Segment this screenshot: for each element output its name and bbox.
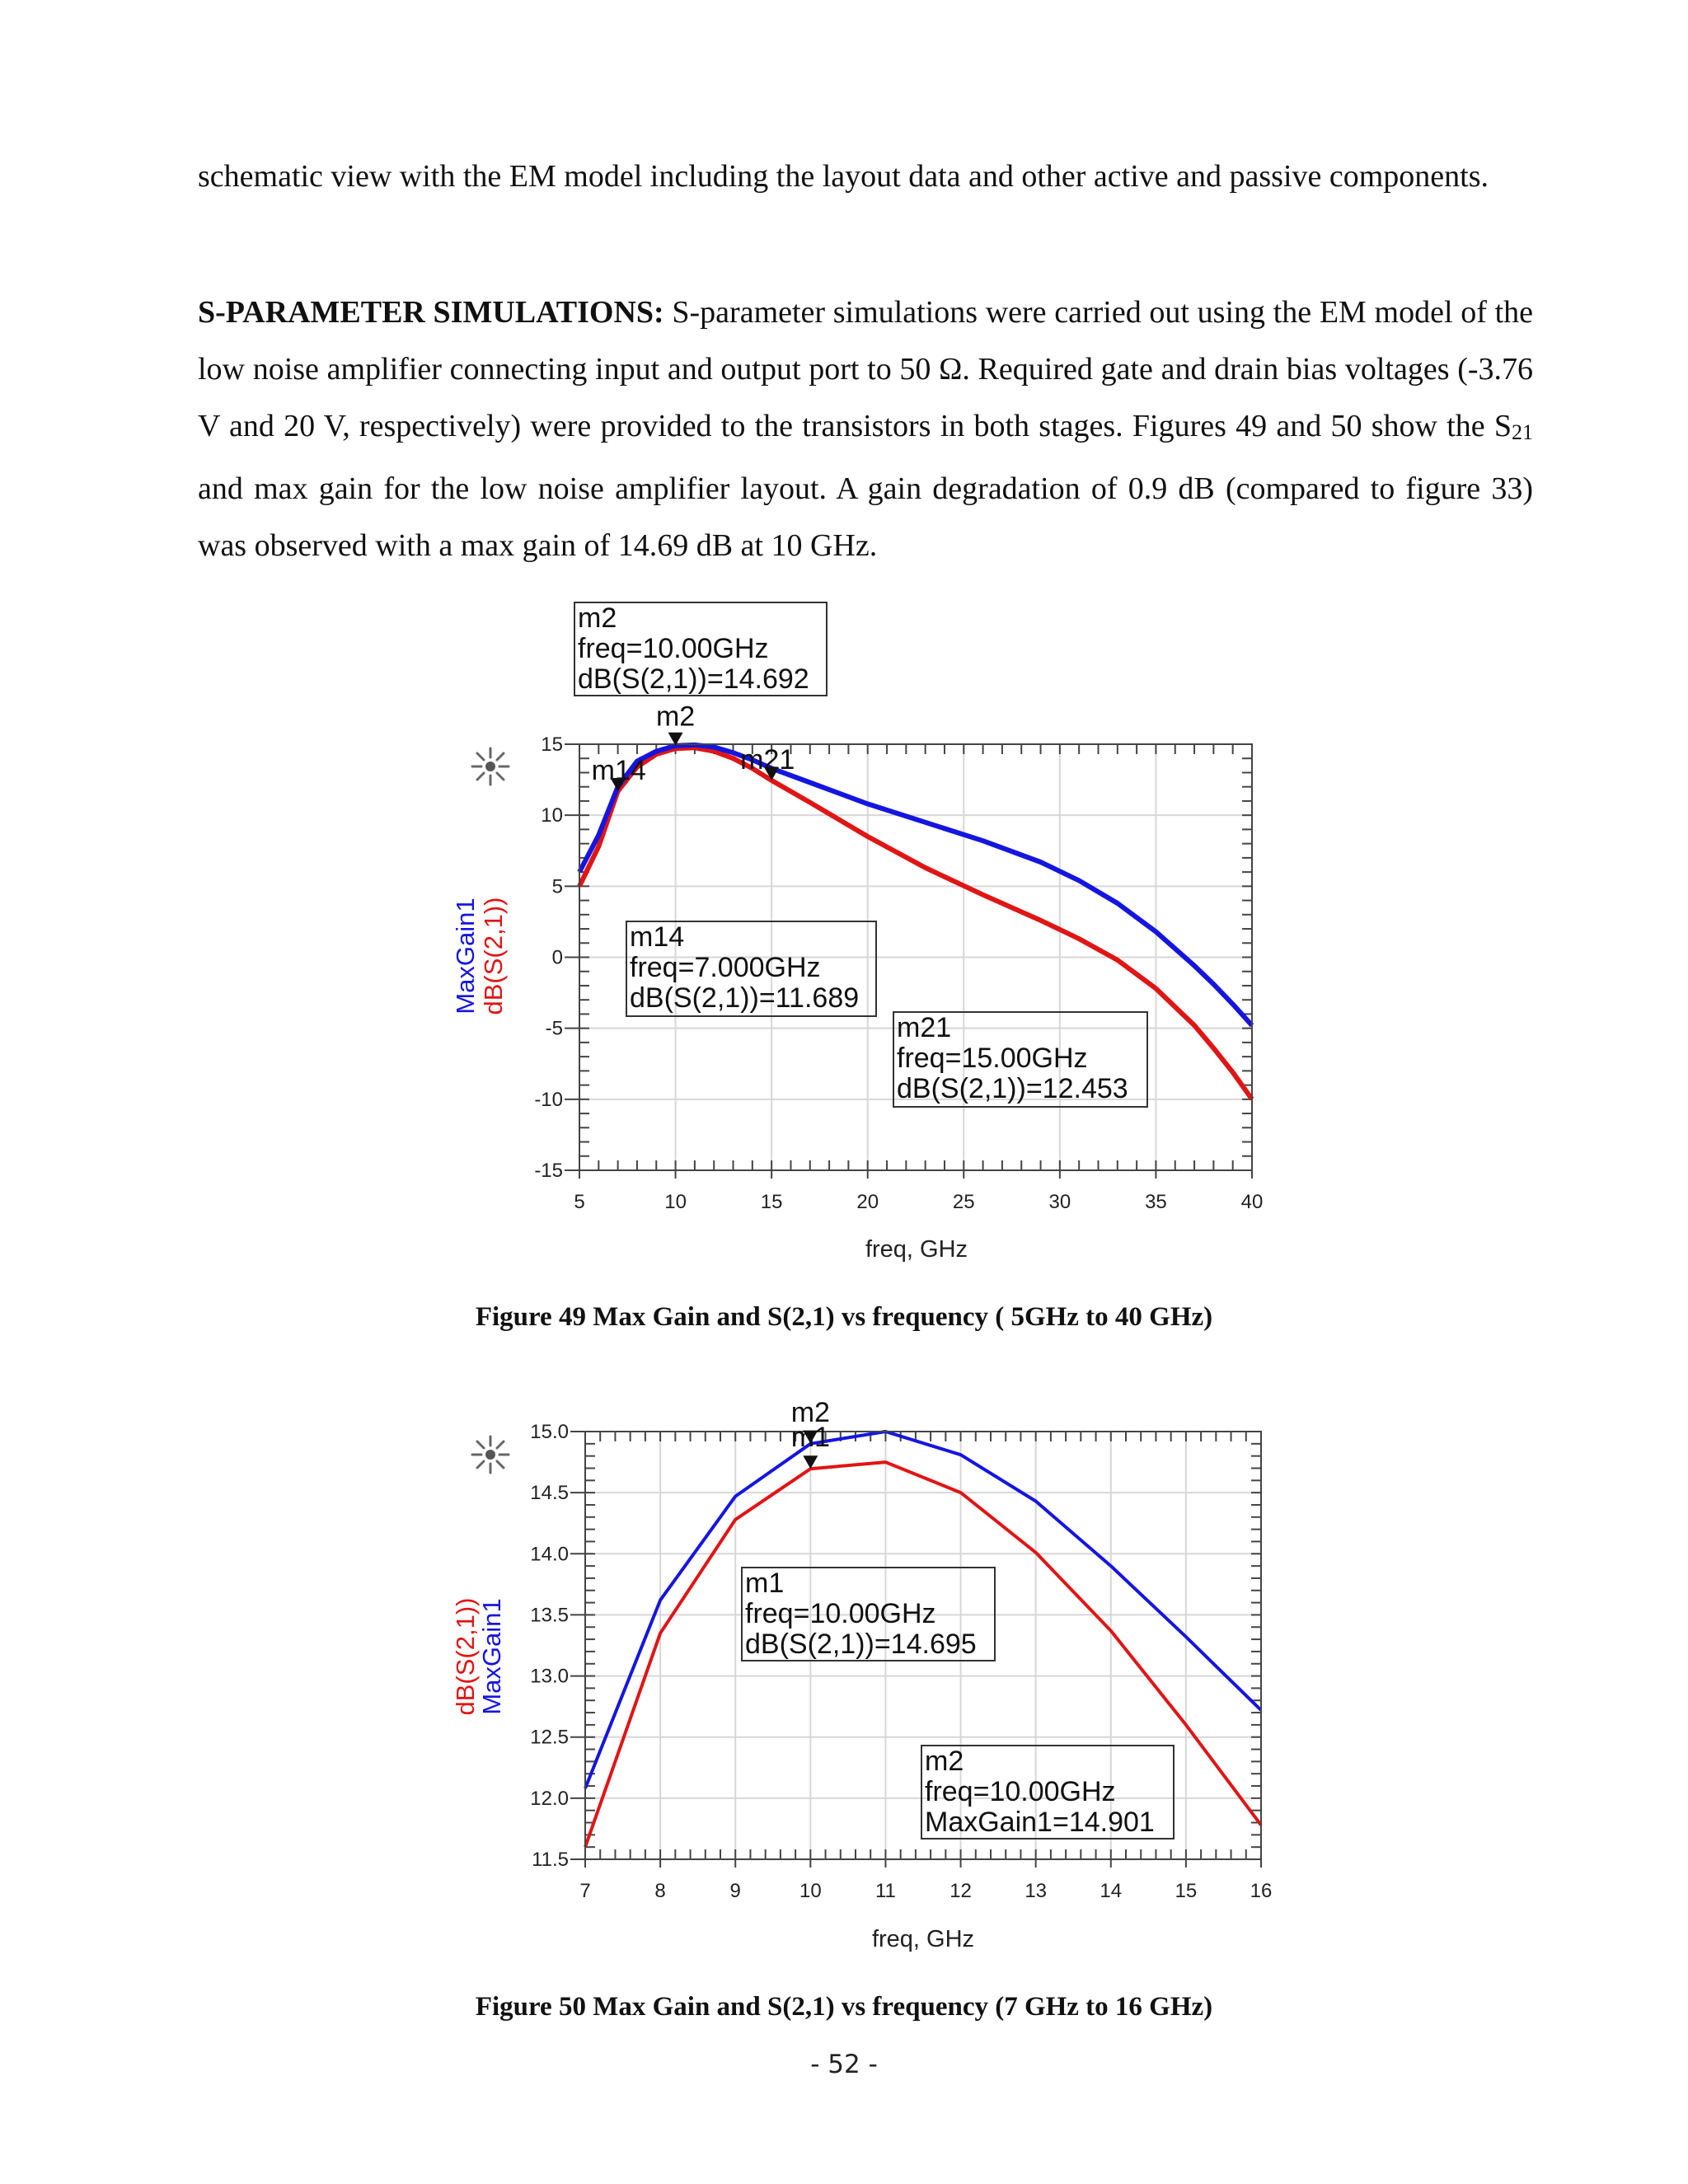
fig50-x-label: freq, GHz xyxy=(871,1926,975,1952)
fig50-x-tick-label: 7 xyxy=(579,1880,591,1902)
fig50-x-tick-label: 13 xyxy=(1025,1880,1048,1902)
fig50-x-tick-label: 8 xyxy=(654,1880,666,1902)
fig50-marker-m1-readout: m1 xyxy=(745,1568,785,1599)
fig49-y-tick-label: -15 xyxy=(534,1160,563,1182)
fig50-x-tick-label: 14 xyxy=(1100,1880,1123,1902)
fig50-marker-m2-readout: MaxGain1=14.901 xyxy=(925,1807,1155,1838)
fig49-x-tick-label: 30 xyxy=(1048,1191,1071,1213)
fig50-y-label xyxy=(451,1598,506,1716)
fig50-marker-m1-readout: freq=10.00GHz xyxy=(745,1598,936,1629)
fig50-y-tick-label: 13.5 xyxy=(530,1604,569,1627)
fig49-y-tick-label: -5 xyxy=(545,1017,563,1040)
fig50-x-tick-label: 9 xyxy=(729,1880,741,1902)
fig50-x-tick-label: 15 xyxy=(1175,1880,1198,1902)
fig49-marker-m21-readout: dB(S(2,1))=12.453 xyxy=(897,1073,1128,1104)
fig49-y-tick-label: 15 xyxy=(541,733,563,756)
fig50-y-tick-label: 13.0 xyxy=(530,1665,569,1688)
fig50-x-tick-label: 12 xyxy=(950,1880,972,1902)
fig50-logo-icon xyxy=(472,1436,509,1473)
fig50-y-label-maxgain: MaxGain1 xyxy=(477,1598,506,1715)
fig50-marker-m2-readout: freq=10.00GHz xyxy=(925,1776,1116,1807)
fig50-marker-m1-label: m1 xyxy=(790,1422,830,1453)
fig50-y-label-s21: dB(S(2,1)) xyxy=(451,1597,480,1716)
fig50-y-tick-label: 15.0 xyxy=(530,1421,569,1443)
section-body-2: and max gain for the low noise amplifier layout. A gain degradation of 0.9 dB (compared to figure 33) was observed with a max gain of 14.69 dB at 10 GHz. xyxy=(198,471,1533,563)
fig49-marker-m2-readout: freq=10.00GHz xyxy=(578,633,769,664)
fig49-marker-m14-readout: m14 xyxy=(630,921,685,953)
fig50-marker-m2-readout: m2 xyxy=(925,1746,964,1777)
fig49-marker-m2-label: m2 xyxy=(655,701,696,733)
figure-50-chart xyxy=(0,1335,1688,1994)
figure-50-caption: Figure 50 Max Gain and S(2,1) vs frequency (7 GHz to 16 GHz) xyxy=(475,1992,1213,2022)
fig49-y-tick-label: 5 xyxy=(551,875,563,898)
fig49-y-label-maxgain: MaxGain1 xyxy=(451,898,480,1015)
fig50-x-tick-label: 16 xyxy=(1250,1880,1273,1902)
section-body-1: S-parameter simulations were carried out using the EM model of the low noise amplifier connecting input and output port to 50 Ω. Required gate and drain bias voltages (-3.76 V and 20 V, respectively) were provided to the transistors in both stages. Figures 49 and 50 show the S xyxy=(198,295,1533,443)
figure-49-caption: Figure 49 Max Gain and S(2,1) vs frequency ( 5GHz to 40 GHz) xyxy=(475,1302,1213,1332)
fig49-y-tick-label: 10 xyxy=(541,804,563,827)
fig50-y-tick-label: 14.0 xyxy=(530,1543,569,1566)
section-subscript: 21 xyxy=(1512,420,1533,444)
fig49-marker-m14-readout: freq=7.000GHz xyxy=(630,952,821,983)
page-number: - 52 - xyxy=(810,2050,878,2079)
fig50-y-tick-label: 12.0 xyxy=(530,1787,569,1810)
fig49-x-tick-label: 40 xyxy=(1240,1191,1264,1213)
fig49-y-tick-label: 0 xyxy=(551,946,563,969)
fig49-marker-m14-readout: dB(S(2,1))=11.689 xyxy=(630,982,860,1014)
fig49-x-tick-label: 35 xyxy=(1145,1191,1167,1213)
fig49-marker-m14-label: m14 xyxy=(591,755,646,787)
fig49-x-tick-label: 10 xyxy=(664,1191,687,1213)
fig49-x-tick-label: 25 xyxy=(952,1191,975,1213)
fig50-x-tick-label: 10 xyxy=(799,1880,822,1902)
fig49-x-tick-label: 15 xyxy=(760,1191,783,1213)
fig49-x-tick-label: 20 xyxy=(856,1191,879,1213)
fig49-x-label: freq, GHz xyxy=(865,1236,968,1263)
fig49-marker-m21-readout: m21 xyxy=(897,1012,952,1043)
fig49-y-tick-label: -10 xyxy=(534,1088,563,1111)
intro-text: schematic view with the EM model including the layout data and other active and passive components. xyxy=(198,159,1489,194)
fig49-x-tick-label: 5 xyxy=(574,1191,585,1213)
fig50-marker-m2-label: m2 xyxy=(790,1397,830,1428)
fig50-y-tick-label: 11.5 xyxy=(532,1849,569,1871)
fig49-marker-m21-readout: freq=15.00GHz xyxy=(897,1043,1088,1074)
fig50-y-tick-label: 14.5 xyxy=(530,1482,569,1505)
fig49-marker-m2-readout: m2 xyxy=(578,602,617,634)
fig49-marker-m2-readout: dB(S(2,1))=14.692 xyxy=(578,663,809,695)
section-heading: S-PARAMETER SIMULATIONS: xyxy=(198,295,664,330)
fig49-y-label-s21: dB(S(2,1)) xyxy=(479,897,508,1015)
fig49-logo-icon xyxy=(472,748,509,785)
fig49-y-label xyxy=(451,898,508,1015)
fig50-x-tick-label: 11 xyxy=(874,1880,896,1902)
fig49-marker-m21-label: m21 xyxy=(740,743,795,776)
fig50-y-tick-label: 12.5 xyxy=(530,1726,569,1749)
fig50-marker-m1-readout: dB(S(2,1))=14.695 xyxy=(745,1629,977,1660)
